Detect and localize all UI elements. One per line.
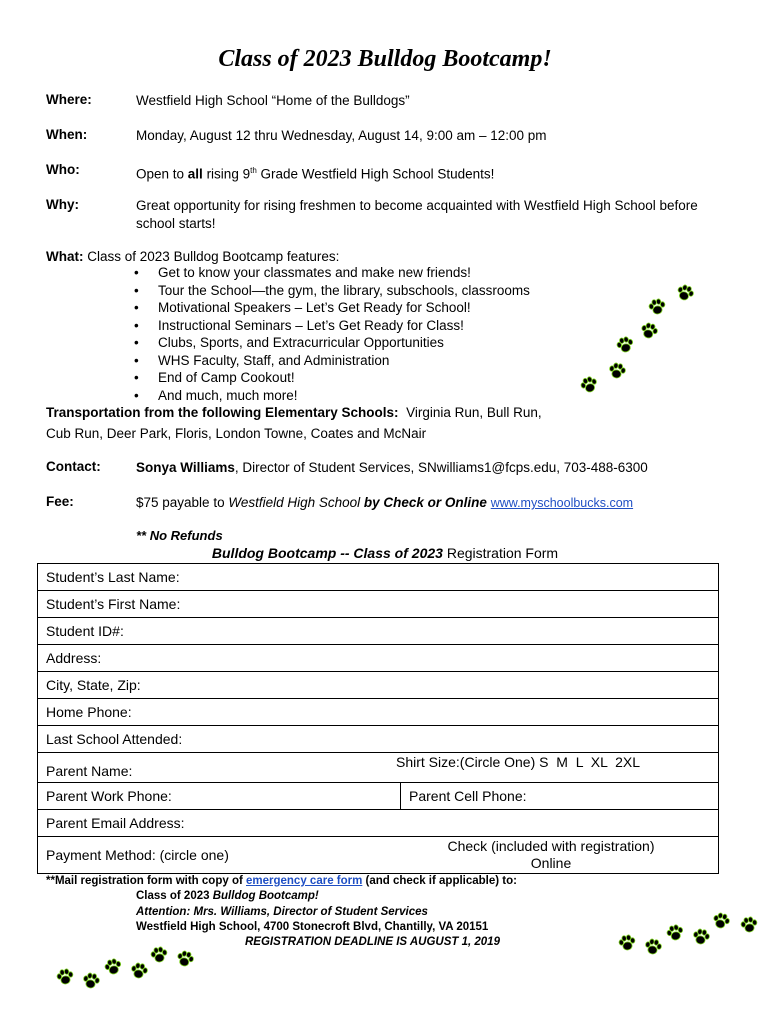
feature-list xyxy=(132,264,530,404)
list-item: • End of Camp Cookout! xyxy=(132,369,530,387)
list-item: • Get to know your classmates and make new friends! xyxy=(132,264,530,282)
list-item: • Motivational Speakers – Let’s Get Ready for School! xyxy=(132,299,530,317)
paw-print-icon xyxy=(638,320,660,342)
paw-print-icon xyxy=(577,373,600,396)
mail-instructions: **Mail registration form with copy of emergency care form (and check if applicable) to: xyxy=(46,875,517,887)
who-value: Open to all rising 9th Grade Westfield High School Students! xyxy=(136,166,495,182)
when-label: When: xyxy=(46,127,88,142)
where-value: Westfield High School “Home of the Bulldogs” xyxy=(136,93,410,108)
mail-line-a: Class of 2023 Bulldog Bootcamp! xyxy=(136,890,319,902)
what-intro: What: Class of 2023 Bulldog Bootcamp features: xyxy=(46,249,340,264)
payment-option-online[interactable]: Online xyxy=(530,855,572,871)
last-name-field[interactable]: Student’s Last Name: xyxy=(38,564,719,591)
where-label: Where: xyxy=(46,92,92,107)
parent-cell-phone-field[interactable]: Parent Cell Phone: xyxy=(401,783,719,810)
paw-print-icon xyxy=(710,910,732,932)
transport-line1: Transportation from the following Elementary Schools: Virginia Run, Bull Run, xyxy=(46,405,542,420)
shirt-size-field[interactable]: Shirt Size:(Circle One) S M L XL 2XL xyxy=(396,754,641,770)
contact-value: Sonya Williams, Director of Student Services, SNwilliams1@fcps.edu, 703-488-6300 xyxy=(136,460,648,475)
registration-form xyxy=(37,563,719,874)
paw-print-icon xyxy=(739,915,760,936)
payment-method-field[interactable]: Payment Method: (circle one) Check (included with registration) Online xyxy=(38,837,719,874)
no-refunds: ** No Refunds xyxy=(136,528,223,543)
who-label: Who: xyxy=(46,162,80,177)
when-value: Monday, August 12 thru Wednesday, August 14, 9:00 am – 12:00 pm xyxy=(136,128,547,143)
emergency-care-form-link[interactable]: emergency care form xyxy=(246,875,363,887)
paw-print-icon xyxy=(617,933,638,954)
paw-print-icon xyxy=(643,937,664,958)
paw-print-icon xyxy=(102,956,124,978)
payment-option-check[interactable]: Check (included with registration) xyxy=(447,838,655,854)
myschoolbucks-link[interactable]: www.myschoolbucks.com xyxy=(490,496,634,510)
city-state-zip-field[interactable]: City, State, Zip: xyxy=(38,672,719,699)
list-item: • Clubs, Sports, and Extracurricular Opportunities xyxy=(132,334,530,352)
list-item: • WHS Faculty, Staff, and Administration xyxy=(132,352,530,370)
form-title: Bulldog Bootcamp -- Class of 2023 Registration Form xyxy=(211,545,559,561)
first-name-field[interactable]: Student’s First Name: xyxy=(38,591,719,618)
why-value: Great opportunity for rising freshmen to become acquainted with Westfield High School before school starts! xyxy=(136,198,698,231)
paw-print-icon xyxy=(664,922,686,944)
fee-label: Fee: xyxy=(46,494,74,509)
mail-line-c: Westfield High School, 4700 Stonecroft Blvd, Chantilly, VA 20151 xyxy=(136,921,489,933)
list-item: • And much, much more! xyxy=(132,387,530,405)
paw-print-icon xyxy=(691,927,712,948)
parent-name-field[interactable]: Parent Name: Shirt Size:(Circle One) S M L XL 2XL xyxy=(38,753,719,783)
paw-print-icon xyxy=(614,334,636,356)
paw-print-icon xyxy=(607,361,628,382)
mail-line-b: Attention: Mrs. Williams, Director of Student Services xyxy=(136,906,428,918)
list-item: • Tour the School—the gym, the library, subschools, classrooms xyxy=(132,282,530,300)
page-title: Class of 2023 Bulldog Bootcamp! xyxy=(218,46,552,72)
parent-work-phone-field[interactable]: Parent Work Phone: xyxy=(38,783,401,810)
parent-email-field[interactable]: Parent Email Address: xyxy=(38,810,719,837)
last-school-field[interactable]: Last School Attended: xyxy=(38,726,719,753)
fee-value: $75 payable to Westfield High School by Check or Online www.myschoolbucks.com xyxy=(136,495,634,510)
paw-print-icon xyxy=(174,948,196,970)
paw-print-icon xyxy=(647,297,668,318)
address-field[interactable]: Address: xyxy=(38,645,719,672)
student-id-field[interactable]: Student ID#: xyxy=(38,618,719,645)
contact-label: Contact: xyxy=(46,459,101,474)
paw-print-icon xyxy=(149,945,170,966)
home-phone-field[interactable]: Home Phone: xyxy=(38,699,719,726)
paw-print-icon xyxy=(673,281,696,304)
paw-print-icon xyxy=(55,967,76,988)
paw-print-icon xyxy=(81,971,102,992)
deadline: REGISTRATION DEADLINE IS AUGUST 1, 2019 xyxy=(245,936,500,948)
paw-print-icon xyxy=(129,961,150,982)
list-item: • Instructional Seminars – Let’s Get Ready for Class! xyxy=(132,317,530,335)
transport-line2: Cub Run, Deer Park, Floris, London Towne, Coates and McNair xyxy=(46,426,427,441)
why-label: Why: xyxy=(46,197,79,212)
